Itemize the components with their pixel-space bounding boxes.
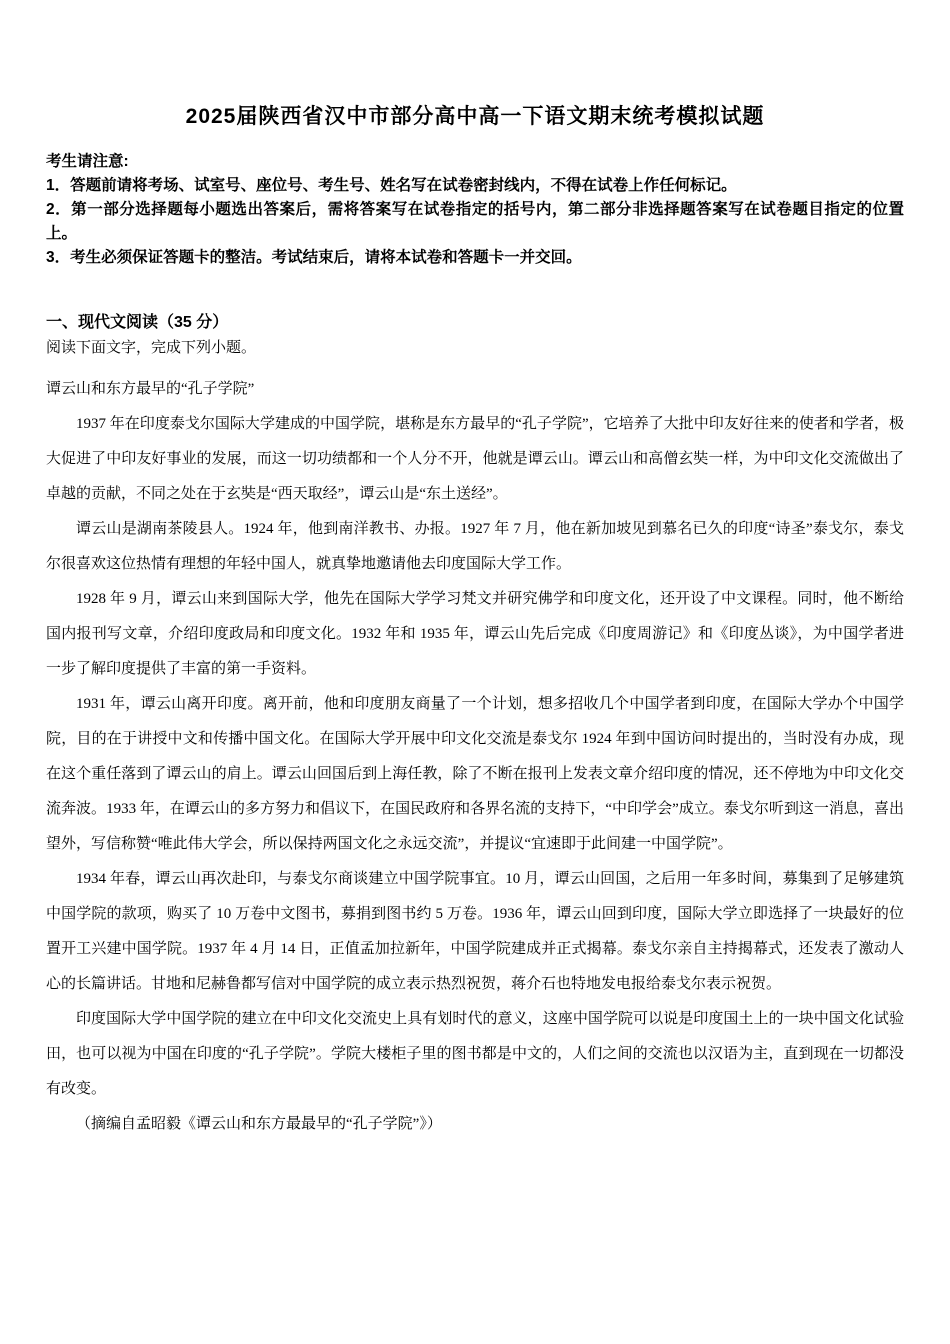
section-heading: 一、现代文阅读（35 分） [46,314,229,331]
passage-paragraph-6: 印度国际大学中国学院的建立在中印文化交流史上具有划时代的意义，这座中国学院可以说是印度国土上的一块中国文化试验田，也可以视为中国在印度的“孔子学院”。学院大楼柜子里的图书都是中文的，人们之间的交流也以汉语为主，直到现在一切都没有改变。 [46,1011,904,1097]
passage-paragraph-3: 1928 年 9 月，谭云山来到国际大学，他先在国际大学学习梵文并研究佛学和印度文化，还开设了中文课程。同时，他不断给国内报刊写文章，介绍印度政局和印度文化。1932 年和 1935 年，谭云山先后完成《印度周游记》和《印度丛谈》，为中国学者进一步了解印度提供了丰富的第一手资料。 [46,591,904,677]
notice-heading: 考生请注意: [46,153,129,170]
passage-paragraph-1: 1937 年在印度泰戈尔国际大学建成的中国学院，堪称是东方最早的“孔子学院”，它培养了大批中印友好往来的使者和学者，极大促进了中印友好事业的发展，而这一切功绩都和一个人分不开，他就是谭云山。谭云山和高僧玄奘一样，为中印文化交流做出了卓越的贡献，不同之处在于玄奘是“西天取经”，谭云山是“东土送经”。 [46,416,904,502]
candidate-notice [46,150,904,270]
section-intro: 阅读下面文字，完成下列小题。 [46,340,257,356]
passage-paragraph-4: 1931 年，谭云山离开印度。离开前，他和印度朋友商量了一个计划，想多招收几个中国学者到印度，在国际大学办个中国学院，目的在于讲授中文和传播中国文化。在国际大学开展中印文化交流是泰戈尔 1924 年到中国访问时提出的，当时没有办成，现在这个重任落到了谭云山的肩上。谭云山回国后到上海任教，除了不断在报刊上发表文章介绍印度的情况，还不停地为中印文化交流奔波。1933 年，在谭云山的多方努力和倡议下，在国民政府和各界名流的支持下，“中印学会”成立。泰戈尔听到这一消息，喜出望外，写信称赞“唯此伟大学会，所以保持两国文化之永远交流”，并提议“宜速即于此间建一中国学院”。 [46,696,904,852]
page-title: 2025届陕西省汉中市部分高中高一下语文期末统考模拟试题 [185,105,765,128]
passage-paragraph-5: 1934 年春，谭云山再次赴印，与泰戈尔商谈建立中国学院事宜。10 月，谭云山回国，之后用一年多时间，募集到了足够建筑中国学院的款项，购买了 10 万卷中文图书，募捐到图书约 5 万卷。1936 年，谭云山回到印度，国际大学立即选择了一块最好的位置开工兴建中国学院。1937 年 4 月 14 日，正值孟加拉新年，中国学院建成并正式揭幕。泰戈尔亲自主持揭幕式，还发表了激动人心的长篇讲话。甘地和尼赫鲁都写信对中国学院的成立表示热烈祝贺，蒋介石也特地发电报给泰戈尔表示祝贺。 [46,871,904,992]
passage-title: 谭云山和东方最早的“孔子学院” [46,381,255,397]
notice-item-3: 3．考生必须保证答题卡的整洁。考试结束后，请将本试卷和答题卡一并交回。 [46,249,582,266]
passage-paragraph-2: 谭云山是湖南茶陵县人。1924 年，他到南洋教书、办报。1927 年 7 月，他在新加坡见到慕名已久的印度“诗圣”泰戈尔，泰戈尔很喜欢这位热情有理想的年轻中国人，就真挚地邀请他去印度国际大学工作。 [46,521,904,572]
passage-citation: （摘编自孟昭毅《谭云山和东方最最早的“孔子学院”》） [76,1116,442,1132]
notice-item-2: 2．第一部分选择题每小题选出答案后，需将答案写在试卷指定的括号内，第二部分非选择题答案写在试卷题目指定的位置上。 [46,201,904,242]
notice-item-1: 1．答题前请将考场、试室号、座位号、考生号、姓名写在试卷密封线内，不得在试卷上作任何标记。 [46,177,737,194]
